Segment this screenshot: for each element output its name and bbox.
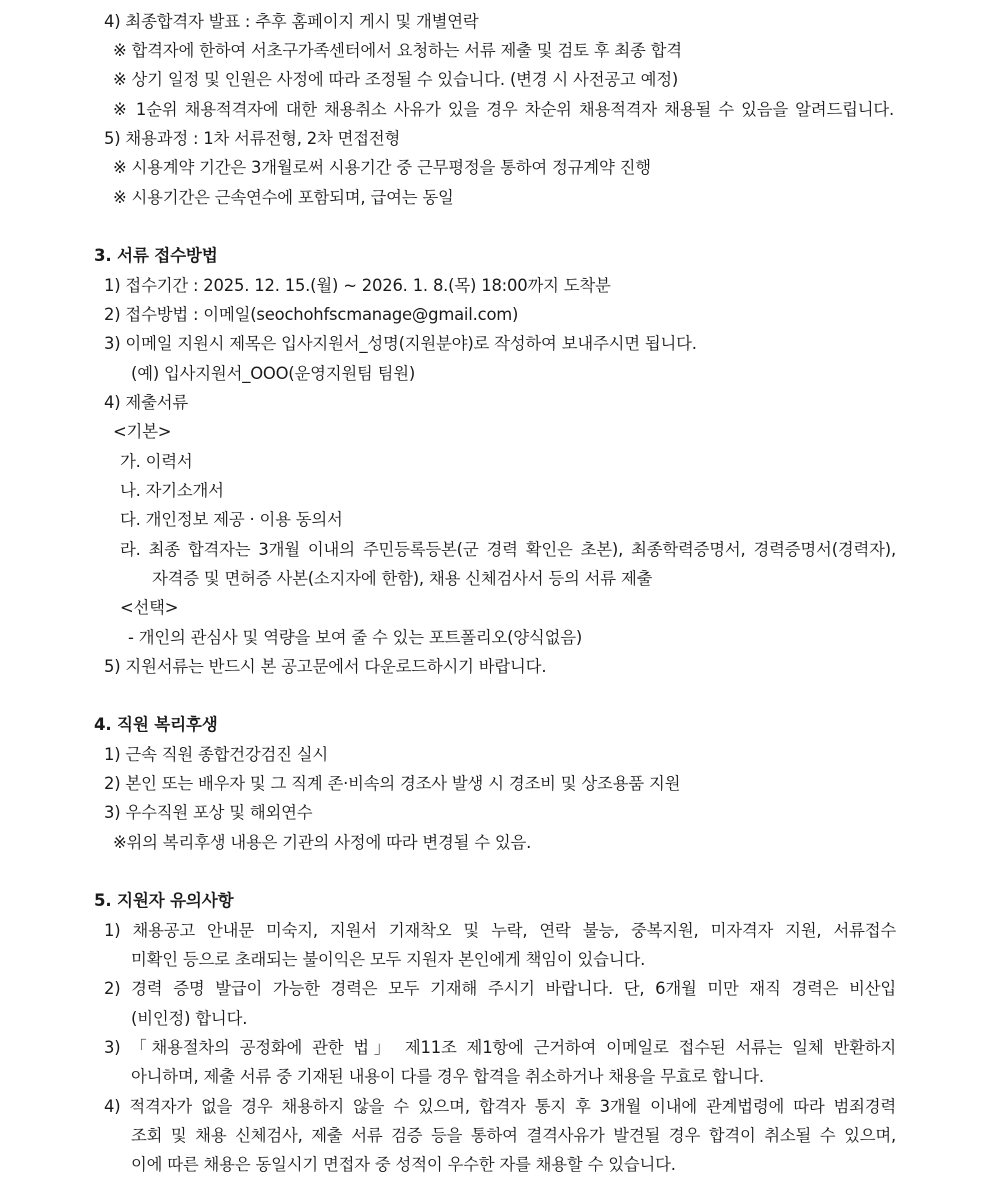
item-application-method: 2) 접수방법 : 이메일(seochohfscmanage@gmail.com) xyxy=(104,305,519,324)
item-application-period: 1) 접수기간 : 2025. 12. 15.(월) ~ 2026. 1. 8.(목) 18:00까지 도착분 xyxy=(104,276,611,295)
section-heading-application: 3. 서류 접수방법 xyxy=(94,246,218,265)
section-heading-benefits: 4. 직원 복리후생 xyxy=(94,715,218,734)
benefit-awards-training: 3) 우수직원 포상 및 해외연수 xyxy=(104,803,313,822)
doc-resume: 가. 이력서 xyxy=(120,452,193,471)
benefit-family-events: 2) 본인 또는 배우자 및 그 직계 존·비속의 경조사 발생 시 경조비 및 상조용품 지원 xyxy=(104,774,681,793)
item-download-forms: 5) 지원서류는 반드시 본 공고문에서 다운로드하시기 바랍니다. xyxy=(104,657,547,676)
note-probation-period: ※ 시용계약 기간은 3개월로써 시용기간 중 근무평정을 통하여 정규계약 진행 xyxy=(113,158,651,177)
doc-portfolio: - 개인의 관심사 및 역량을 보여 줄 수 있는 포트폴리오(양식없음) xyxy=(128,628,583,647)
email-subject-example: (예) 입사지원서_OOO(운영지원팀 팀원) xyxy=(131,364,416,383)
caution-1-line-2: 미확인 등으로 초래되는 불이익은 모두 지원자 본인에게 책임이 있습니다. xyxy=(131,950,646,969)
caution-3-line-1: 3) 「채용절차의 공정화에 관한 법」 제11조 제1항에 근거하여 이메일로 접수된 서류는 일체 반환하지 xyxy=(104,1038,896,1057)
note-benefits-change: ※위의 복리후생 내용은 기관의 사정에 따라 변경될 수 있음. xyxy=(113,833,532,852)
item-email-subject: 3) 이메일 지원시 제목은 입사지원서_성명(지원분야)로 작성하여 보내주시면 됩니다. xyxy=(104,334,697,353)
note-alternate-candidate: ※ 1순위 채용적격자에 대한 채용취소 사유가 있을 경우 차순위 채용적격자 채용될 수 있음을 알려드립니다. xyxy=(113,100,894,119)
benefit-health-checkup: 1) 근속 직원 종합건강검진 실시 xyxy=(104,745,329,764)
item-final-announcement: 4) 최종합격자 발표 : 추후 홈페이지 게시 및 개별연락 xyxy=(104,12,479,31)
caution-3-line-2: 아니하며, 제출 서류 중 기재된 내용이 다를 경우 합격을 취소하거나 채용을 무효로 합니다. xyxy=(131,1067,764,1086)
doc-final-submission-line-2: 자격증 및 면허증 사본(소지자에 한함), 채용 신체검사서 등의 서류 제출 xyxy=(152,569,653,588)
note-schedule-change: ※ 상기 일정 및 인원은 사정에 따라 조정될 수 있습니다. (변경 시 사전공고 예정) xyxy=(113,70,679,89)
caution-1-line-1: 1) 채용공고 안내문 미숙지, 지원서 기재착오 및 누락, 연락 불능, 중복지원, 미자격자 지원, 서류접수 xyxy=(104,921,896,940)
doc-final-submission-line-1: 라. 최종 합격자는 3개월 이내의 주민등록등본(군 경력 확인은 초본), 최종학력증명서, 경력증명서(경력자), xyxy=(120,540,896,559)
caution-4-line-1: 4) 적격자가 없을 경우 채용하지 않을 수 있으며, 합격자 통지 후 3개월 이내에 관계법령에 따라 범죄경력 xyxy=(104,1097,896,1116)
label-basic-documents: <기본> xyxy=(113,422,172,441)
note-final-pass: ※ 합격자에 한하여 서초구가족센터에서 요청하는 서류 제출 및 검토 후 최종 합격 xyxy=(113,41,682,60)
doc-cover-letter: 나. 자기소개서 xyxy=(120,481,224,500)
caution-4-line-2: 조회 및 채용 신체검사, 제출 서류 검증 등을 통하여 결격사유가 발견될 경우 합격이 취소될 수 있으며, xyxy=(131,1126,896,1145)
item-required-documents: 4) 제출서류 xyxy=(104,393,188,412)
caution-4-line-3: 이에 따른 채용은 동일시기 면접자 중 성적이 우수한 자를 채용할 수 있습니다. xyxy=(131,1155,676,1174)
note-probation-tenure: ※ 시용기간은 근속연수에 포함되며, 급여는 동일 xyxy=(113,188,454,207)
section-heading-cautions: 5. 지원자 유의사항 xyxy=(94,891,234,910)
item-hiring-process: 5) 채용과정 : 1차 서류전형, 2차 면접전형 xyxy=(104,129,401,148)
doc-privacy-consent: 다. 개인정보 제공 · 이용 동의서 xyxy=(120,510,343,529)
caution-2-line-2: (비인정) 합니다. xyxy=(131,1009,248,1028)
caution-2-line-1: 2) 경력 증명 발급이 가능한 경력은 모두 기재해 주시기 바랍니다. 단, 6개월 미만 재직 경력은 비산입 xyxy=(104,979,896,998)
label-optional-documents: <선택> xyxy=(120,598,179,617)
